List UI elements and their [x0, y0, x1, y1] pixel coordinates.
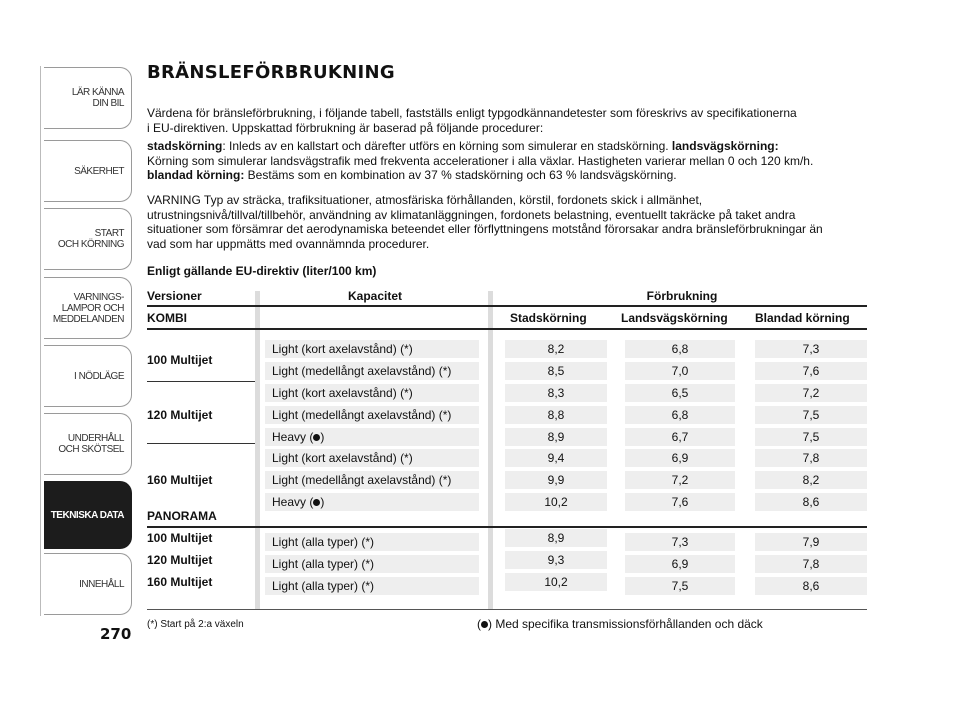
city-value: 9,4 [547, 451, 565, 465]
group-divider [147, 381, 255, 382]
highway-value: 7,3 [671, 535, 689, 549]
tab-underhall[interactable]: UNDERHÅLL OCH SKÖTSEL [44, 413, 132, 475]
capacity-text: Light (alla typer) (*) [272, 557, 375, 571]
term-blandad-korning: blandad körning: [147, 168, 245, 182]
header-versions: Versioner [147, 289, 202, 303]
version-label: 120 Multijet [147, 553, 213, 567]
warning-line: vad som har uppmätts med ovannämnda procedurer. [147, 236, 430, 251]
tab-sakerhet[interactable]: SÄKERHET [44, 140, 132, 202]
version-label: 100 Multijet [147, 531, 213, 545]
tab-start-och-korning[interactable]: START OCH KÖRNING [44, 208, 132, 270]
group-divider [147, 443, 255, 444]
capacity-text [272, 406, 451, 424]
combined-value: 7,8 [802, 557, 820, 571]
stad-text: : Inleds av en kallstart och därefter utförs en körning som simulerar en stadskörning. [222, 139, 672, 153]
version-label: 160 Multijet [147, 473, 213, 487]
combined-value: 8,6 [802, 579, 820, 593]
intro-line: Värdena för bränsleförbrukning, i följande tabell, fastställs enligt typgodkännandetester som föreskrivs av specifikationerna [147, 106, 797, 120]
definition-lands: Körning som simulerar landsvägstrafik med frekventa accelerationer i alla växlar. Hastigheten varierar mellan 0 och 120 km/h. [147, 153, 814, 168]
tab-i-nodlage[interactable]: I NÖDLÄGE [44, 345, 132, 407]
capacity-text [272, 384, 413, 402]
intro-line: i EU-direktiven. Uppskattad förbrukning är baserad på följande procedurer: [147, 120, 544, 135]
definitions [147, 139, 867, 183]
city-value: 8,9 [547, 531, 565, 545]
tab-tekniska-data[interactable]: TEKNISKA DATA [44, 481, 132, 549]
city-value: 10,2 [544, 575, 568, 589]
page-title: BRÄNSLEFÖRBRUKNING [147, 62, 395, 83]
capacity-text [272, 428, 324, 446]
main-content [147, 62, 867, 278]
version-label: 100 Multijet [147, 353, 213, 367]
city-value: 8,2 [547, 342, 565, 356]
capacity-text [272, 471, 451, 489]
city-value: 9,9 [547, 473, 565, 487]
highway-value: 7,0 [671, 364, 689, 378]
combined-value: 7,2 [802, 386, 820, 400]
header-capacity: Kapacitet [347, 289, 403, 303]
footnote-text: ) Med specifika transmissionsförhållanden och däck [488, 617, 763, 631]
subheader-rule [147, 328, 867, 330]
city-value: 8,9 [547, 430, 565, 444]
warning-line: utrustningsnivå/tillval/tillbehör, användning av klimatanläggningen, fordonets belastning, eventuellt takräcke på taket andra [147, 207, 796, 222]
warning-line: situationer som försämrar det aerodynamiska beteendet eller förflyttningens motstånd förorsakar andra bränsleförbrukningar än [147, 222, 823, 236]
highway-value: 6,8 [671, 342, 689, 356]
highway-value: 7,6 [671, 495, 689, 509]
tab-varningslampor[interactable]: VARNINGS- LAMPOR OCH MEDDELANDEN [44, 277, 132, 339]
capacity-label: Light (medellångt axelavstånd) (*) [272, 408, 452, 422]
city-value: 8,5 [547, 364, 565, 378]
highway-value: 7,5 [671, 579, 689, 593]
intro-paragraph [147, 106, 867, 135]
header-combined: Blandad körning [755, 311, 850, 325]
combined-value: 7,5 [802, 408, 820, 422]
page-number: 270 [100, 625, 132, 643]
column-separator [255, 291, 260, 609]
capacity-label: Light (kort axelavstånd) (*) [272, 451, 413, 465]
capacity-text: Light (alla typer) (*) [272, 579, 375, 593]
combined-value: 8,6 [802, 495, 820, 509]
panorama-label: PANORAMA [147, 509, 217, 523]
capacity-text [272, 449, 413, 467]
table-title: Enligt gällande EU-direktiv (liter/100 km) [147, 264, 377, 278]
consumption-table [147, 285, 867, 610]
highway-value: 6,7 [671, 430, 689, 444]
capacity-text [272, 362, 451, 380]
bullet-dot-icon [481, 621, 488, 628]
capacity-label-end: ) [320, 430, 325, 444]
tab-lar-kanna-din-bil[interactable]: LÄR KÄNNA DIN BIL [44, 67, 132, 129]
footnote-open: ( [477, 617, 481, 631]
version-label: 120 Multijet [147, 408, 213, 422]
highway-value: 6,9 [671, 557, 689, 571]
chapter-sidebar [0, 0, 135, 709]
capacity-label: Light (medellångt axelavstånd) (*) [272, 473, 452, 487]
panorama-rule [147, 526, 867, 528]
combined-value: 7,3 [802, 342, 820, 356]
highway-value: 6,5 [671, 386, 689, 400]
combined-value: 7,9 [802, 535, 820, 549]
header-highway: Landsvägskörning [621, 311, 728, 325]
capacity-label: Heavy ( [272, 495, 314, 509]
footnote-transmission [477, 617, 763, 631]
combined-value: 7,6 [802, 364, 820, 378]
term-landsvagskorning: landsvägskörning: [671, 139, 779, 153]
tab-innehall[interactable]: INNEHÅLL [44, 553, 132, 615]
blandad-text: Bestäms som en kombination av 37 % stadskörning och 63 % landsvägskörning. [244, 168, 677, 182]
highway-value: 7,2 [671, 473, 689, 487]
capacity-label: Light (medellångt axelavstånd) (*) [272, 364, 452, 378]
version-label: 160 Multijet [147, 575, 213, 589]
city-value: 8,3 [547, 386, 565, 400]
capacity-label-end: ) [320, 495, 325, 509]
capacity-label: Light (kort axelavstånd) (*) [272, 386, 413, 400]
combined-value: 7,5 [802, 430, 820, 444]
table-bottom-rule [147, 609, 867, 610]
header-rule [147, 305, 867, 307]
capacity-label: Light (kort axelavstånd) (*) [272, 342, 413, 356]
header-consumption: Förbrukning [646, 289, 718, 303]
definition-blandad [147, 168, 867, 183]
warning-paragraph [147, 193, 867, 251]
city-value: 8,8 [547, 408, 565, 422]
capacity-text [272, 340, 413, 358]
capacity-text: Light (alla typer) (*) [272, 535, 375, 549]
city-value: 9,3 [547, 553, 565, 567]
capacity-label: Heavy ( [272, 430, 314, 444]
warning-line: VARNING Typ av sträcka, trafiksituationer, atmosfäriska förhållanden, körstil, fordonets skick i allmänhet, [147, 193, 703, 207]
footnote-start-gear: (*) Start på 2:a växeln [147, 619, 244, 630]
city-value: 10,2 [544, 495, 568, 509]
kombi-label: KOMBI [147, 311, 187, 325]
sidebar-rule [40, 66, 41, 616]
definition-stad [147, 139, 867, 154]
combined-value: 7,8 [802, 451, 820, 465]
header-city: Stadskörning [510, 311, 587, 325]
term-stadskorning: stadskörning [147, 139, 223, 153]
highway-value: 6,9 [671, 451, 689, 465]
column-separator [488, 291, 493, 609]
capacity-text [272, 493, 324, 511]
combined-value: 8,2 [802, 473, 820, 487]
highway-value: 6,8 [671, 408, 689, 422]
